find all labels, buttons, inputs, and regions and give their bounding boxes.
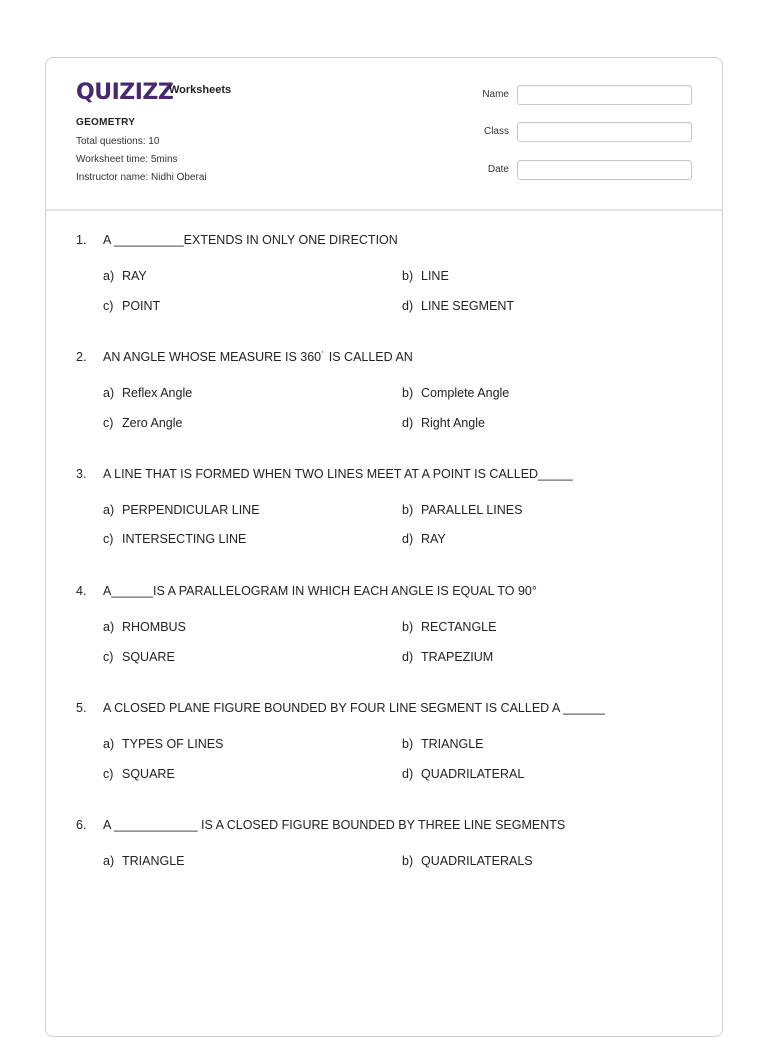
option-text: QUADRILATERAL xyxy=(421,767,525,781)
option-letter: c) xyxy=(103,767,114,781)
option-letter: d) xyxy=(402,416,414,430)
option-2b[interactable] xyxy=(402,386,509,400)
option-text: TYPES OF LINES xyxy=(122,737,224,751)
option-letter: a) xyxy=(103,854,115,868)
option-4a[interactable] xyxy=(103,620,186,634)
option-letter: a) xyxy=(103,503,115,517)
option-text: RAY xyxy=(421,532,446,546)
class-label: Class xyxy=(483,126,509,137)
option-letter: b) xyxy=(402,620,414,634)
option-letter: b) xyxy=(402,737,414,751)
option-letter: d) xyxy=(402,532,414,546)
name-label: Name xyxy=(482,89,509,100)
worksheet-subject: GEOMETRY xyxy=(76,117,136,128)
option-text: Zero Angle xyxy=(122,416,183,430)
option-letter: b) xyxy=(402,503,414,517)
option-text: TRIANGLE xyxy=(122,854,185,868)
option-1b[interactable] xyxy=(402,269,449,283)
option-text: INTERSECTING LINE xyxy=(122,532,247,546)
worksheet-time: Worksheet time: 5mins xyxy=(76,154,178,165)
option-letter: a) xyxy=(103,737,115,751)
option-letter: a) xyxy=(103,386,115,400)
option-text: PERPENDICULAR LINE xyxy=(122,503,260,517)
worksheet-page xyxy=(45,57,723,1037)
option-text: Right Angle xyxy=(421,416,485,430)
option-text: SQUARE xyxy=(122,650,175,664)
option-text: RECTANGLE xyxy=(421,620,497,634)
class-field[interactable] xyxy=(517,122,692,142)
worksheet-header xyxy=(46,58,722,211)
question-text: A______IS A PARALLELOGRAM IN WHICH EACH ANGLE IS EQUAL TO 90° xyxy=(103,584,537,598)
question-text: A CLOSED PLANE FIGURE BOUNDED BY FOUR LINE SEGMENT IS CALLED A ______ xyxy=(103,701,605,715)
option-text: TRIANGLE xyxy=(421,737,484,751)
option-letter: a) xyxy=(103,269,115,283)
option-4d[interactable] xyxy=(402,650,493,664)
logo-subtitle: Worksheets xyxy=(169,84,232,96)
option-3a[interactable] xyxy=(103,503,260,517)
option-5d[interactable] xyxy=(402,767,524,781)
question-text: A LINE THAT IS FORMED WHEN TWO LINES MEET AT A POINT IS CALLED_____ xyxy=(103,467,573,481)
option-6a[interactable] xyxy=(103,854,185,868)
option-text: QUADRILATERALS xyxy=(421,854,533,868)
option-text: LINE xyxy=(421,269,449,283)
option-text: RAY xyxy=(122,269,147,283)
option-text: Complete Angle xyxy=(421,386,510,400)
option-text: SQUARE xyxy=(122,767,175,781)
option-1c[interactable] xyxy=(103,299,160,313)
option-letter: b) xyxy=(402,854,414,868)
option-letter: b) xyxy=(402,269,414,283)
option-text: POINT xyxy=(122,299,161,313)
question-text: A __________EXTENDS IN ONLY ONE DIRECTION xyxy=(103,233,398,247)
question-number: 2. xyxy=(76,350,87,364)
option-letter: c) xyxy=(103,299,114,313)
question-number: 5. xyxy=(76,701,87,715)
option-1d[interactable] xyxy=(402,299,514,313)
option-letter: c) xyxy=(103,416,114,430)
option-6b[interactable] xyxy=(402,854,533,868)
option-2c[interactable] xyxy=(103,416,182,430)
question-number: 3. xyxy=(76,467,87,481)
option-2a[interactable] xyxy=(103,386,192,400)
option-letter: d) xyxy=(402,767,414,781)
option-2d[interactable] xyxy=(402,416,485,430)
logo-wordmark: QUIZIZZ xyxy=(76,79,174,105)
option-3d[interactable] xyxy=(402,532,446,546)
option-3b[interactable] xyxy=(402,503,522,517)
option-letter: b) xyxy=(402,386,414,400)
option-1a[interactable] xyxy=(103,269,147,283)
option-text: TRAPEZIUM xyxy=(421,650,494,664)
option-3c[interactable] xyxy=(103,532,246,546)
option-text: PARALLEL LINES xyxy=(421,503,523,517)
name-field[interactable] xyxy=(517,85,692,105)
question-number: 6. xyxy=(76,818,87,832)
question-number: 4. xyxy=(76,584,87,598)
question-text: AN ANGLE WHOSE MEASURE IS 360˙ IS CALLED AN xyxy=(103,350,413,364)
option-text: RHOMBUS xyxy=(122,620,186,634)
option-5b[interactable] xyxy=(402,737,484,751)
date-label: Date xyxy=(487,164,509,175)
question-number: 1. xyxy=(76,233,87,247)
instructor-name: Instructor name: Nidhi Oberai xyxy=(76,172,207,183)
option-text: LINE SEGMENT xyxy=(421,299,515,313)
date-field[interactable] xyxy=(517,160,692,180)
option-4b[interactable] xyxy=(402,620,496,634)
option-5a[interactable] xyxy=(103,737,223,751)
option-letter: d) xyxy=(402,650,414,664)
option-letter: d) xyxy=(402,299,414,313)
option-letter: a) xyxy=(103,620,115,634)
option-letter: c) xyxy=(103,650,114,664)
total-questions: Total questions: 10 xyxy=(76,136,160,147)
option-4c[interactable] xyxy=(103,650,175,664)
option-letter: c) xyxy=(103,532,114,546)
question-text: A ____________ IS A CLOSED FIGURE BOUNDED BY THREE LINE SEGMENTS xyxy=(103,818,566,832)
quizizz-logo xyxy=(76,79,173,105)
option-5c[interactable] xyxy=(103,767,175,781)
option-text: Reflex Angle xyxy=(122,386,193,400)
